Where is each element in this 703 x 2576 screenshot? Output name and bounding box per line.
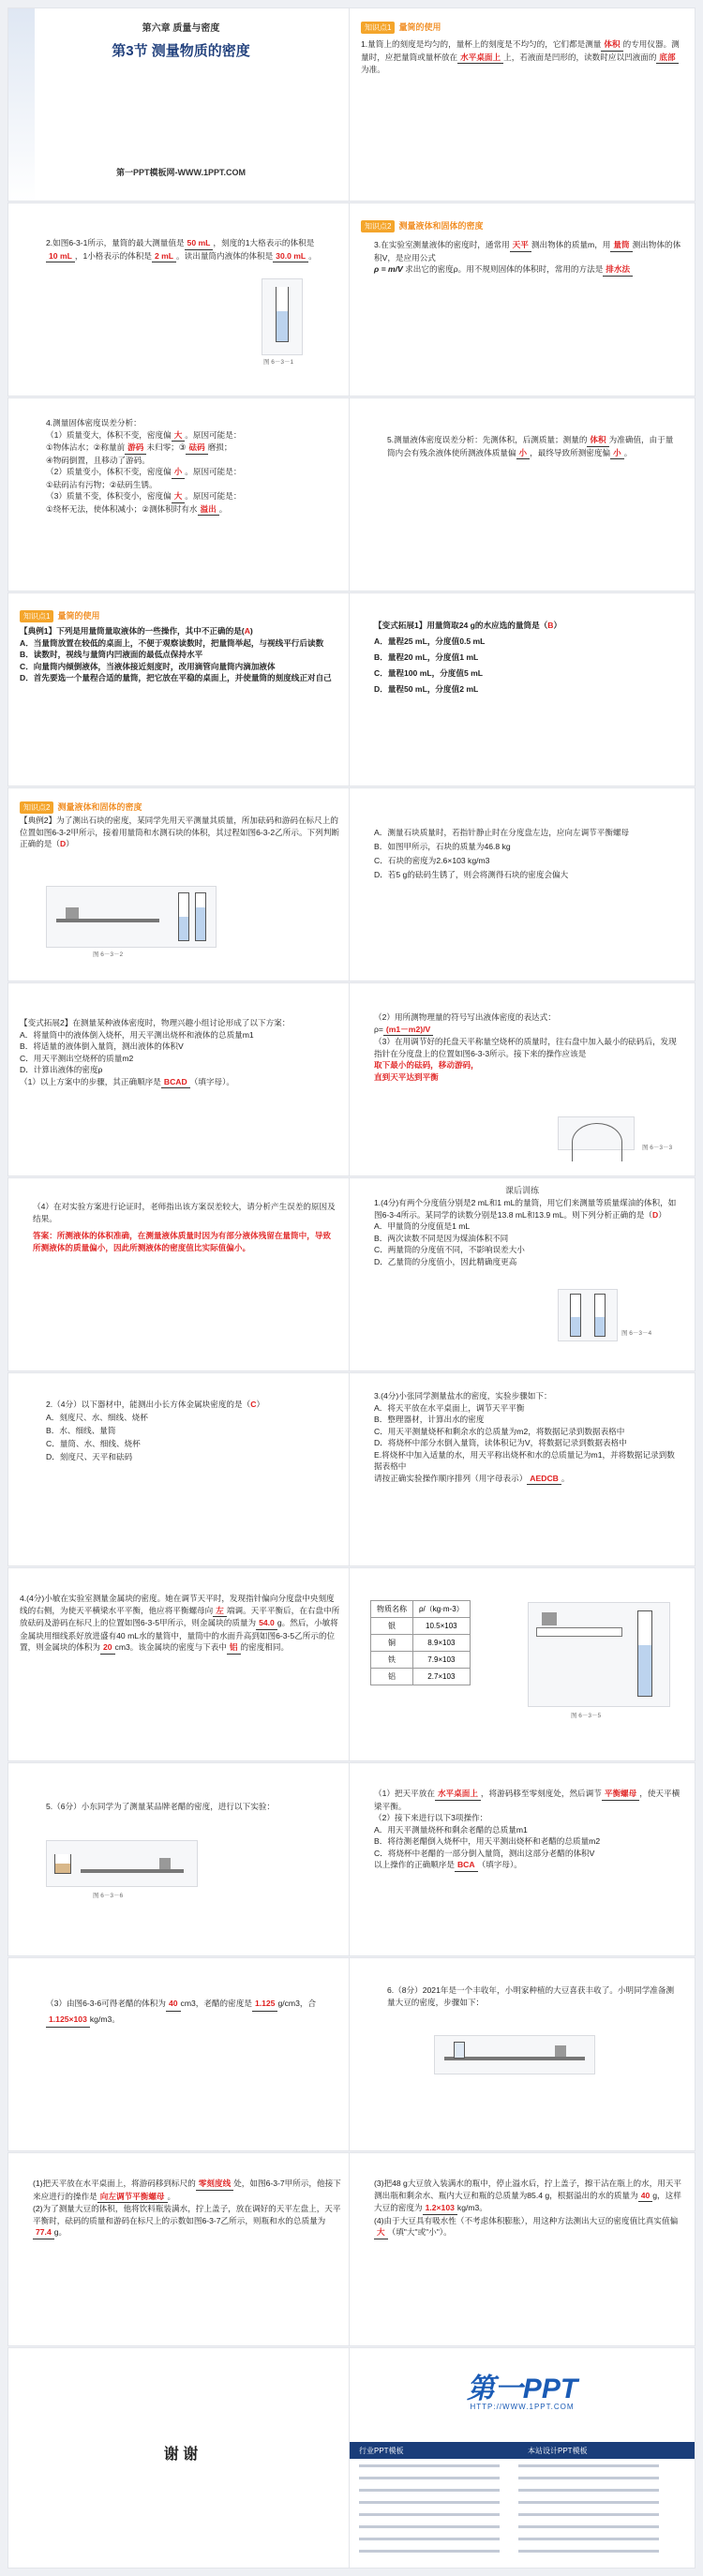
example-question: 【典例1】下列是用量筒量取液体的一些操作，其中不正确的是(A) A．当量筒放置在较低的桌面上，不便于观察读数时，把量筒举起，与视线平行后读数 B．读数时，视线与量筒内凹液面的最低点保持水平 C．向量筒内倾倒液体，当液体接近刻度时，改用滴管向量筒内滴加液体 D．首先要选一个量程合适的量筒，把它放在平稳的桌面上，并使量筒的刻度线正对自己 [20, 626, 332, 682]
question-text: 1.(4分)有两个分度值分别是2 mL和1 mL的量筒，用它们来测量等质量煤油的体积，如图6-3-4所示。某同学的读数分别是13.8 mL和13.9 mL。则下列分析正确的是（D） A．甲量筒的分度值是1 mL B．两次读数不同是因为煤油体积不同 C．两量筒的分度值不同，不影响误差大小 D．乙量筒的分度值小，因此精确度更高 [374, 1198, 677, 1266]
link-line[interactable] [518, 2513, 659, 2516]
link-line[interactable] [518, 2538, 659, 2540]
knowledge-title: 测量液体和固体的密度 [398, 221, 484, 231]
answer: 体积 [601, 38, 622, 52]
table-cell: 铜 [371, 1635, 413, 1652]
balance-and-cylinder-figure [46, 886, 217, 948]
section-subtitle: 课后训练 [504, 1186, 539, 1195]
slide-21 [7, 1957, 354, 2151]
slide-23 [7, 2152, 354, 2346]
answer: 底部 [656, 52, 678, 65]
link-line[interactable] [518, 2525, 659, 2528]
question-text: 6.（8分）2021年是一个丰收年，小明家种植的大豆喜获丰收了。小明同学准备测量大豆的密度，步骤如下： [387, 1985, 675, 2007]
balance-icon [444, 2057, 585, 2060]
slide-1 [7, 7, 354, 202]
question-text: （3）由图6-3-6可得老醋的体积为 40 cm3，老醋的密度是 1.125 g/cm3，合1.125×103 kg/m3。 [46, 1996, 338, 2028]
slide-2 [349, 7, 696, 202]
link-line[interactable] [359, 2477, 500, 2479]
table-row [371, 1669, 471, 1685]
vinegar-experiment-figure [46, 1840, 198, 1887]
question-text: （2）用所测物理量的符号写出液体密度的表达式： ρ= (m1－m2)/V （3）在用调节好的托盘天平称量空烧杯的质量时，往右盘中加入最小的砝码后，发现指针在分度盘上的位置如图6-3-3所示。接下来的操作应该是 取下最小的砝码，移动游码， 直到天平达到平衡 [374, 1012, 677, 1082]
slide-9 [7, 787, 354, 981]
soybean-balance-figure [434, 2035, 595, 2074]
link-line[interactable] [359, 2525, 500, 2528]
table-cell: 银 [371, 1618, 413, 1635]
slide-19 [7, 1762, 354, 1956]
link-line[interactable] [359, 2501, 500, 2504]
table-cell: 2.7×103 [413, 1669, 471, 1685]
weight-icon [542, 1612, 557, 1625]
slide-5 [7, 397, 354, 592]
question-text: 3.(4分)小张同学测量盐水的密度，实验步骤如下： A．将天平放在水平桌面上，调节天平平衡 B．整理器材，计算出水的密度 C．用天平测量烧杯和剩余水的总质量为m2，将数据记录到数据表格中 D．将烧杯中部分水倒入量筒，读体积记为V，将数据记录到数据表格中 E.将烧杯中加入适量的水，用天平称出烧杯和水的总质量记为m1，并将数据记录到数据表格中 请按正确实验操作顺序排列（用字母表示） AEDCB 。 [374, 1390, 681, 1485]
slide-20 [349, 1762, 696, 1956]
link-line[interactable] [359, 2464, 500, 2467]
chapter-label: 第六章 质量与密度 [142, 23, 220, 34]
link-line[interactable] [518, 2477, 659, 2479]
table-cell: 7.9×103 [413, 1652, 471, 1669]
balance-and-cylinder-figure [528, 1602, 670, 1707]
weight-icon [159, 1858, 171, 1869]
slide-8 [349, 592, 696, 786]
link-line[interactable] [518, 2464, 659, 2467]
question-text: 4.(4分)小敏在实验室测量金属块的密度。她在调节天平时，发现指针偏向分度盘中央刻度线的右侧，为使天平横梁水平平衡，他应将平衡螺母向 左 端调。天平平衡后，在右盘中所放砝码及游码在标尺上的位置如图6-3-5甲所示，则金属块的质量为 54.0 g。然后，小敏将金属块用细线系好放进盛有40 mL水的量筒中，量筒中的水面升高到如图6-3-5乙所示的位置，则金属块的体积为 20 cm3。该金属块的密度与下表中 铝 的密度相同。 [20, 1593, 342, 1655]
question-text: 5.（6分）小东同学为了测量某品牌老醋的密度，进行以下实验： [46, 1802, 275, 1811]
link-line[interactable] [359, 2538, 500, 2540]
table-cell: 铁 [371, 1652, 413, 1669]
table-row [371, 1652, 471, 1669]
figure-caption: 图 6－3－6 [93, 1893, 124, 1899]
cylinder-icon [570, 1294, 581, 1337]
table-header-row [371, 1601, 471, 1618]
dial-arc-icon [572, 1123, 622, 1161]
answer: 答案：所测液体的体积准确，在测量液体质量时因为有部分液体残留在量筒中，导致所测液体的质量偏小，因此所测液体的密度值比实际值偏小。 [33, 1231, 331, 1252]
knowledge-title: 量筒的使用 [57, 611, 100, 621]
logo-url: HTTP://WWW.1PPT.COM [470, 2403, 575, 2411]
balance-icon [56, 919, 159, 922]
slide-26 [349, 2347, 696, 2569]
question-text: 5.测量液体密度误差分析：先测体积，后测质量；测量的 体积 为准确值，由于量筒内会有残余液体使所测液体质量偏 小 ，最终导致所测密度偏 小 。 [387, 434, 678, 459]
question-text: 3.在实验室测量液体的密度时，通常用 天平 测出物体的质量m，用 量筒 测出物体的体积V，是应用公式 ρ = m/V 求出它的密度ρ。用不规则固体的体积时，常用的方法是 排水法 [374, 239, 681, 277]
slide-11 [7, 982, 354, 1176]
section-title: 第3节 测量物质的密度 [112, 43, 250, 59]
slide-10 [349, 787, 696, 981]
thanks-text: 谢 谢 [163, 2447, 199, 2463]
answer: 水平桌面上 [457, 52, 503, 65]
link-line[interactable] [359, 2550, 500, 2553]
scale-ruler-icon [536, 1627, 622, 1637]
knowledge-tag: 知识点1 [20, 610, 53, 622]
beaker-icon [54, 1854, 71, 1874]
cylinder-icon [276, 287, 289, 342]
table-cell: 铝 [371, 1669, 413, 1685]
weight-icon [555, 2045, 566, 2057]
cylinder-icon [195, 892, 206, 941]
options-list: A．测量石块质量时，若指针静止时在分度盘左边，应向左调节平衡螺母 B．如图甲所示，石块的质量为46.8 kg C．石块的密度为2.6×103 kg/m3 D．若5 g的砝码生锈了，则会将测得石块的密度会偏大 [374, 828, 630, 879]
density-table [370, 1600, 471, 1685]
table-header: ρ/（kg·m-3） [413, 1601, 471, 1618]
link-line[interactable] [518, 2550, 659, 2553]
figure-caption: 图 6－3－4 [621, 1330, 652, 1337]
slide-13 [7, 1177, 354, 1371]
slide-22 [349, 1957, 696, 2151]
balance-icon [81, 1869, 184, 1873]
col2-title: 本站设计PPT模板 [528, 2447, 588, 2455]
link-line[interactable] [518, 2501, 659, 2504]
knowledge-title: 量筒的使用 [398, 22, 441, 32]
col1-title: 行业PPT模板 [359, 2447, 404, 2455]
weight-icon [66, 907, 79, 919]
links-panel [350, 2442, 695, 2568]
figure-caption: 图 6－3－3 [642, 1145, 673, 1151]
question-text: 2.（4分）以下器材中，能测出小长方体金属块密度的是（C） A．刻度尺、水、细线、烧杯 B．水、细线、量筒 C．量筒、水、细线、烧杯 D．刻度尺、天平和砝码 [46, 1400, 265, 1461]
bottle-icon [454, 2042, 465, 2059]
table-row [371, 1635, 471, 1652]
slide-25 [7, 2347, 354, 2569]
question-text: (3)把48 g大豆放入装满水的瓶中，停止溢水后，拧上盖子，擦干沾在瓶上的水，用天平测出瓶和剩余水、瓶内大豆和瓶的总质量为85.4 g，根据溢出的水的质量为 40 g，这样大豆的密度为 1.2×103 kg/m3。 (4)由于大豆具有吸水性（不考虑体积膨胀），用这种方法测出大豆的密度值比真实值偏大 （填"大"或"小"）。 [374, 2178, 683, 2239]
question-text: （1）把天平放在 水平桌面上 ，将游码移至零刻度处，然后调节 平衡螺母 ，使天平横梁平衡。 （2）接下来进行以下3项操作： A．用天平测量烧杯和剩余老醋的总质量m1 B．将待测老醋倒入烧杯中，用天平测出烧杯和老醋的总质量m2 C．将烧杯中老醋的一部分倒入量筒，测出这部分老醋的体积V 以上操作的正确顺序是 BCA （填字母）。 [374, 1788, 683, 1872]
question-text: （4）在对实验方案进行论证时，老师指出该方案误差较大，请分析产生误差的原因及结果。 答案：所测液体的体积准确，在测量液体质量时因为有部分液体残留在量筒中，导致所测液体的质量偏小，因此所测液体的密度值比实际值偏小。 [33, 1201, 338, 1253]
knowledge-tag: 知识点2 [20, 801, 53, 814]
variant-question: 【变式拓展1】用量筒取24 g的水应选的量筒是（B） A．量程25 mL，分度值0.5 mL B．量程20 mL，分度值1 mL C．量程100 mL，分度值5 mL D．量程50 mL，分度值2 mL [374, 621, 562, 694]
error-analysis: 4.测量固体密度误差分析： （1）质量变大，体积不变，密度偏 大 。原因可能是： ①物体沾水；②称量前 游码 未归零；③ 砝码 磨损； ④物码倒置，且移动了游码。 （2）质量变小，体积不变，密度偏 小 。原因可能是： ①砝码沾有污物；②砝码生锈。 （3）质量不变，体积变小，密度偏 大 。原因可能是： ①绕杯无法，使体积减小；②测体积时有水 溢出 。 [46, 417, 342, 516]
cylinder-icon [594, 1294, 606, 1337]
slide-14 [349, 1177, 696, 1371]
slide-16 [349, 1372, 696, 1566]
slide-17 [7, 1567, 354, 1761]
question-text: (1)把天平放在水平桌面上，将游码移到标尺的 零刻度线 处，如图6-3-7甲所示，他接下来应进行的操作是 向左调节平衡螺母 。 (2)为了测量大豆的体积，他将饮料瓶装满水，拧上盖子，放在调好的天平左盘上，天平平衡时，砝码的质量和游码在标尺上的示数如图6-3-7乙所示，则瓶和水的总质量为77.4 g。 [33, 2178, 342, 2239]
logo-main: 第一PPT [466, 2374, 578, 2404]
cylinder-icon [178, 892, 189, 941]
slide-7 [7, 592, 354, 786]
figure-caption: 图 6－3－1 [263, 359, 294, 366]
link-line[interactable] [359, 2489, 500, 2492]
figure-caption: 图 6－3－2 [93, 951, 124, 958]
knowledge-tag: 知识点2 [361, 220, 395, 232]
slide-6 [349, 397, 696, 592]
table-row [371, 1618, 471, 1635]
question-text: 1.量筒上的刻度是均匀的，量杯上的刻度是不均匀的，它们都是测量 体积 的专用仪器。测量时，应把量筒或量杯放在 水平桌面上 上，若液面是凹形的，读数时应以凹液面的 底部为准。 [361, 39, 680, 74]
slide-12 [349, 982, 696, 1176]
variant-question: 【变式拓展2】在测量某种液体密度时，物理兴趣小组讨论形成了以下方案： A．将量筒中的液体倒入烧杯，用天平测出烧杯和液体的总质量m1 B．将适量的液体倒入量筒，测出液体的体积V C．用天平测出空烧杯的质量m2 D．计算出液体的密度ρ （1）以上方案中的步骤，其正确顺序是 BCAD （填字母）。 [20, 1017, 340, 1088]
question-text: 2.如图6-3-1所示，量筒的最大测量值是 50 mL ，刻度的1大格表示的体积是10 mL ，1小格表示的体积是 2 mL 。读出量筒内液体的体积是 30.0 mL 。 [46, 237, 340, 262]
link-line[interactable] [518, 2489, 659, 2492]
knowledge-tag: 知识点1 [361, 22, 395, 34]
table-header: 物质名称 [371, 1601, 413, 1618]
figure-caption: 图 6－3－5 [571, 1713, 602, 1719]
two-cylinders-figure [558, 1289, 618, 1341]
slide-4 [349, 202, 696, 397]
example-question: 【典例2】为了测出石块的密度，某同学先用天平测量其质量，所加砝码和游码在标尺上的位置如图6-3-2甲所示，接着用量筒和水测石块的体积，其过程如图6-3-2乙所示。下列判断正确的是（D） [20, 816, 339, 848]
cylinder-icon [637, 1610, 652, 1697]
table-cell: 8.9×103 [413, 1635, 471, 1652]
footer-site: 第一PPT模板网-WWW.1PPT.COM [116, 168, 246, 177]
link-line[interactable] [359, 2513, 500, 2516]
slide-3 [7, 202, 354, 397]
slide-18 [349, 1567, 696, 1761]
density-formula: ρ = m/V [374, 264, 403, 274]
graduated-cylinder-figure [262, 278, 303, 355]
slide-24 [349, 2152, 696, 2346]
table-cell: 10.5×103 [413, 1618, 471, 1635]
link-list [359, 2464, 685, 2562]
balance-dial-figure [558, 1116, 635, 1150]
slide-15 [7, 1372, 354, 1566]
knowledge-title: 测量液体和固体的密度 [57, 802, 142, 812]
